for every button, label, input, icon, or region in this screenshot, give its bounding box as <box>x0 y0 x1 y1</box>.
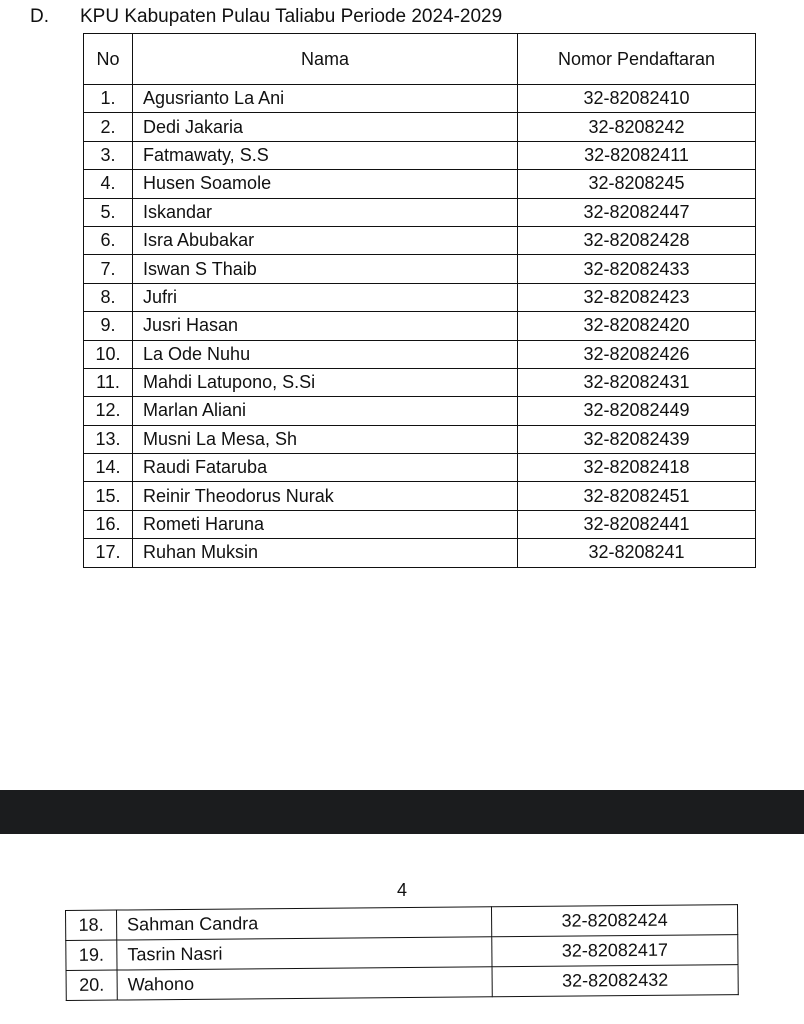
row-registration: 32-82082428 <box>518 226 756 254</box>
table-row <box>84 226 756 254</box>
row-name: Iswan S Thaib <box>133 255 518 283</box>
row-registration: 32-82082451 <box>518 482 756 510</box>
row-no: 10. <box>84 340 133 368</box>
row-name: Jufri <box>133 283 518 311</box>
row-no: 15. <box>84 482 133 510</box>
row-name: Fatmawaty, S.S <box>133 141 518 169</box>
row-name: Reinir Theodorus Nurak <box>133 482 518 510</box>
section-heading <box>30 6 502 28</box>
page-number: 4 <box>396 880 407 900</box>
row-registration: 32-82082426 <box>518 340 756 368</box>
header-name: Nama <box>133 34 518 85</box>
table-row <box>84 397 756 425</box>
row-no: 12. <box>84 397 133 425</box>
table-row <box>66 965 738 1001</box>
members-table <box>83 33 756 568</box>
table-row <box>84 85 756 113</box>
row-no: 8. <box>84 283 133 311</box>
table-row <box>84 482 756 510</box>
row-no: 4. <box>84 170 133 198</box>
table-row <box>84 170 756 198</box>
row-name: Iskandar <box>133 198 518 226</box>
row-registration: 32-82082441 <box>518 510 756 538</box>
row-registration: 32-82082410 <box>518 85 756 113</box>
table-row <box>84 283 756 311</box>
row-name: Raudi Fataruba <box>133 454 518 482</box>
row-registration: 32-8208245 <box>518 170 756 198</box>
table-row <box>84 425 756 453</box>
row-no: 11. <box>84 368 133 396</box>
row-no: 7. <box>84 255 133 283</box>
row-no: 18. <box>66 910 117 940</box>
row-name: Agusrianto La Ani <box>133 85 518 113</box>
row-registration: 32-82082424 <box>491 905 737 937</box>
table-row <box>84 454 756 482</box>
row-no: 20. <box>66 970 117 1000</box>
row-no: 5. <box>84 198 133 226</box>
row-registration: 32-8208242 <box>518 113 756 141</box>
table-row <box>84 340 756 368</box>
row-registration: 32-82082433 <box>518 255 756 283</box>
row-name: Musni La Mesa, Sh <box>133 425 518 453</box>
section-title: KPU Kabupaten Pulau Taliabu Periode 2024-2029 <box>80 6 503 27</box>
row-registration: 32-82082439 <box>518 425 756 453</box>
row-registration: 32-82082432 <box>492 965 738 997</box>
row-no: 19. <box>66 940 117 970</box>
row-name: Ruhan Muksin <box>133 539 518 567</box>
header-no: No <box>84 34 133 85</box>
table-row <box>84 255 756 283</box>
row-name: Sahman Candra <box>117 907 492 940</box>
row-name: Marlan Aliani <box>133 397 518 425</box>
row-name: Wahono <box>117 967 492 1000</box>
row-name: Rometi Haruna <box>133 510 518 538</box>
row-registration: 32-82082423 <box>518 283 756 311</box>
row-registration: 32-82082447 <box>518 198 756 226</box>
row-no: 3. <box>84 141 133 169</box>
table-row <box>84 539 756 567</box>
section-letter: D. <box>30 6 49 27</box>
row-registration: 32-82082420 <box>518 312 756 340</box>
row-no: 14. <box>84 454 133 482</box>
table-row <box>84 312 756 340</box>
header-registration: Nomor Pendaftaran <box>518 34 756 85</box>
table-row <box>84 113 756 141</box>
row-registration: 32-82082418 <box>518 454 756 482</box>
row-no: 16. <box>84 510 133 538</box>
table-row <box>84 141 756 169</box>
row-no: 1. <box>84 85 133 113</box>
page-break-band <box>0 790 804 834</box>
row-name: Isra Abubakar <box>133 226 518 254</box>
row-registration: 32-8208241 <box>518 539 756 567</box>
row-no: 17. <box>84 539 133 567</box>
row-no: 13. <box>84 425 133 453</box>
row-registration: 32-82082431 <box>518 368 756 396</box>
table-row <box>84 368 756 396</box>
row-name: Tasrin Nasri <box>117 937 492 970</box>
row-name: Dedi Jakaria <box>133 113 518 141</box>
row-name: Jusri Hasan <box>133 312 518 340</box>
row-name: La Ode Nuhu <box>133 340 518 368</box>
row-name: Mahdi Latupono, S.Si <box>133 368 518 396</box>
row-no: 9. <box>84 312 133 340</box>
row-no: 2. <box>84 113 133 141</box>
row-registration: 32-82082417 <box>492 935 738 967</box>
row-no: 6. <box>84 226 133 254</box>
row-registration: 32-82082411 <box>518 141 756 169</box>
table-row <box>84 198 756 226</box>
row-registration: 32-82082449 <box>518 397 756 425</box>
members-table-continued <box>65 904 739 1001</box>
row-name: Husen Soamole <box>133 170 518 198</box>
table-header-row <box>84 34 756 85</box>
table-row <box>84 510 756 538</box>
